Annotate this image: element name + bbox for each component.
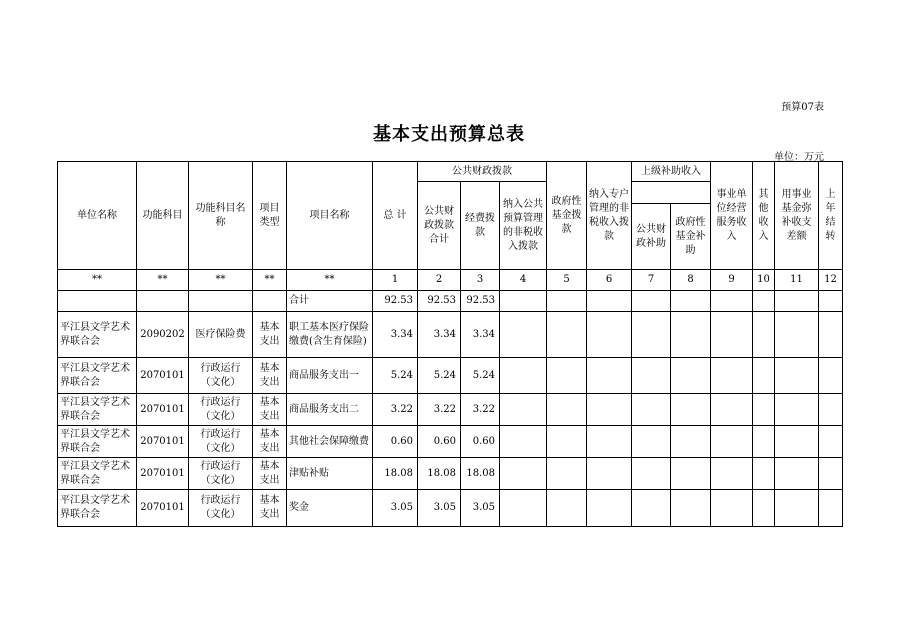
func-code-cell: 2090202 — [137, 312, 189, 358]
empty-cell — [587, 458, 632, 490]
empty-cell — [632, 426, 671, 458]
total-cell: 18.08 — [373, 458, 418, 490]
header-total: 总 计 — [373, 162, 418, 270]
empty-cell — [587, 312, 632, 358]
empty-cell — [819, 458, 843, 490]
empty-cell — [587, 490, 632, 527]
total-cell: 3.34 — [373, 312, 418, 358]
index-cell: 11 — [775, 270, 819, 291]
subtotal-cell: 5.24 — [418, 358, 461, 394]
empty-cell — [587, 426, 632, 458]
header-fund-balance: 用事业基金弥补收支差额 — [775, 162, 819, 270]
total-value: 92.53 — [373, 291, 418, 312]
index-cell: ** — [58, 270, 137, 291]
empty-cell — [753, 458, 775, 490]
expense-cell: 0.60 — [461, 426, 500, 458]
empty-cell — [775, 458, 819, 490]
header-public-fiscal-subtotal: 公共财政拨款合计 — [418, 182, 461, 270]
func-code-cell: 2070101 — [137, 490, 189, 527]
header-unit-name: 单位名称 — [58, 162, 137, 270]
empty-cell — [632, 458, 671, 490]
index-cell: 5 — [547, 270, 587, 291]
total-cell: 3.05 — [373, 490, 418, 527]
empty-cell — [711, 394, 753, 426]
func-name-cell: 行政运行（文化） — [189, 394, 253, 426]
budget-table — [57, 161, 843, 527]
header-public-fiscal-subsidy: 公共财政补助 — [632, 204, 671, 270]
func-name-cell: 行政运行（文化） — [189, 490, 253, 527]
item-type-cell: 基本支出 — [253, 490, 287, 527]
func-name-cell: 行政运行（文化） — [189, 358, 253, 394]
empty-cell — [632, 312, 671, 358]
table-row — [58, 394, 843, 426]
subtotal-cell: 3.05 — [418, 490, 461, 527]
index-cell: 8 — [671, 270, 711, 291]
index-cell: 6 — [587, 270, 632, 291]
index-cell: 2 — [418, 270, 461, 291]
index-cell: ** — [189, 270, 253, 291]
index-cell: 7 — [632, 270, 671, 291]
func-name-cell: 行政运行（文化） — [189, 426, 253, 458]
header-item-name: 项目名称 — [287, 162, 373, 270]
empty-cell — [547, 426, 587, 458]
empty-cell — [500, 426, 547, 458]
unit-name-cell: 平江县文学艺术界联合会 — [58, 490, 137, 527]
empty-cell — [711, 426, 753, 458]
subtotal-cell: 18.08 — [418, 458, 461, 490]
header-func-name: 功能科目名称 — [189, 162, 253, 270]
empty-cell — [500, 394, 547, 426]
item-name-cell: 商品服务支出一 — [287, 358, 373, 394]
empty-cell — [500, 458, 547, 490]
empty-cell — [671, 358, 711, 394]
index-cell: 1 — [373, 270, 418, 291]
item-type-cell: 基本支出 — [253, 458, 287, 490]
empty-cell — [671, 490, 711, 527]
item-name-cell: 津贴补贴 — [287, 458, 373, 490]
header-nontax-special: 纳入专户管理的非税收入拨款 — [587, 162, 632, 270]
empty-cell — [819, 358, 843, 394]
index-cell: 9 — [711, 270, 753, 291]
empty-cell — [671, 394, 711, 426]
empty-cell — [819, 394, 843, 426]
empty-cell — [775, 490, 819, 527]
table-row — [58, 426, 843, 458]
empty-cell — [547, 394, 587, 426]
empty-cell — [775, 426, 819, 458]
item-name-cell: 职工基本医疗保险缴费(含生育保险) — [287, 312, 373, 358]
unit-name-cell: 平江县文学艺术界联合会 — [58, 312, 137, 358]
empty-cell — [632, 490, 671, 527]
expense-cell: 3.22 — [461, 394, 500, 426]
header-carryover: 上年结转 — [819, 162, 843, 270]
total-cell: 0.60 — [373, 426, 418, 458]
expense-cell: 3.05 — [461, 490, 500, 527]
index-cell: 3 — [461, 270, 500, 291]
index-row — [58, 270, 843, 291]
table-row — [58, 490, 843, 527]
empty-cell — [547, 358, 587, 394]
empty-cell — [632, 394, 671, 426]
empty-cell — [500, 312, 547, 358]
empty-cell — [587, 358, 632, 394]
header-business-income: 事业单位经营服务收入 — [711, 162, 753, 270]
empty-cell — [775, 312, 819, 358]
header-gov-fund: 政府性基金拨款 — [547, 162, 587, 270]
item-type-cell: 基本支出 — [253, 312, 287, 358]
empty-cell — [775, 358, 819, 394]
subtotal-cell: 3.22 — [418, 394, 461, 426]
header-func-code: 功能科目 — [137, 162, 189, 270]
header-expense-allocation: 经费拨款 — [461, 182, 500, 270]
empty-cell — [753, 358, 775, 394]
empty-cell — [671, 458, 711, 490]
table-row — [58, 312, 843, 358]
empty-cell — [547, 490, 587, 527]
subtotal-cell: 0.60 — [418, 426, 461, 458]
unit-name-cell: 平江县文学艺术界联合会 — [58, 358, 137, 394]
empty-cell — [711, 490, 753, 527]
item-name-cell: 其他社会保障缴费 — [287, 426, 373, 458]
index-cell: ** — [253, 270, 287, 291]
func-code-cell: 2070101 — [137, 426, 189, 458]
empty-cell — [547, 458, 587, 490]
header-other-income: 其他收入 — [753, 162, 775, 270]
empty-cell — [711, 458, 753, 490]
index-cell: 10 — [753, 270, 775, 291]
item-type-cell: 基本支出 — [253, 358, 287, 394]
empty-cell — [753, 426, 775, 458]
expense-cell: 18.08 — [461, 458, 500, 490]
empty-cell — [632, 358, 671, 394]
item-name-cell: 奖金 — [287, 490, 373, 527]
empty-cell — [753, 394, 775, 426]
header-public-fiscal: 公共财政拨款 — [418, 162, 547, 182]
header-nontax-in-budget: 纳入公共预算管理的非税收入拨款 — [500, 182, 547, 270]
empty-cell — [500, 490, 547, 527]
table-row — [58, 358, 843, 394]
index-cell: 12 — [819, 270, 843, 291]
index-cell: ** — [137, 270, 189, 291]
total-cell: 3.22 — [373, 394, 418, 426]
empty-cell — [711, 358, 753, 394]
unit-name-cell: 平江县文学艺术界联合会 — [58, 426, 137, 458]
empty-cell — [547, 312, 587, 358]
empty-cell — [587, 394, 632, 426]
empty-cell — [819, 426, 843, 458]
empty-cell — [753, 490, 775, 527]
expense-cell: 3.34 — [461, 312, 500, 358]
total-subtotal: 92.53 — [418, 291, 461, 312]
item-type-cell: 基本支出 — [253, 394, 287, 426]
empty-cell — [775, 394, 819, 426]
empty-cell — [500, 358, 547, 394]
func-name-cell: 医疗保险费 — [189, 312, 253, 358]
total-row — [58, 291, 843, 312]
empty-cell — [753, 312, 775, 358]
item-name-cell: 商品服务支出二 — [287, 394, 373, 426]
item-type-cell: 基本支出 — [253, 426, 287, 458]
func-code-cell: 2070101 — [137, 394, 189, 426]
empty-cell — [711, 312, 753, 358]
func-code-cell: 2070101 — [137, 358, 189, 394]
unit-label: 单位：万元 — [774, 152, 824, 163]
total-expense: 92.53 — [461, 291, 500, 312]
unit-name-cell: 平江县文学艺术界联合会 — [58, 458, 137, 490]
index-cell: 4 — [500, 270, 547, 291]
header-superior-subsidy: 上级补助收入 — [632, 162, 711, 182]
empty-cell — [671, 426, 711, 458]
page-title: 基本支出预算总表 — [373, 124, 525, 145]
empty-cell — [819, 490, 843, 527]
total-cell: 5.24 — [373, 358, 418, 394]
index-cell: ** — [287, 270, 373, 291]
empty-cell — [671, 312, 711, 358]
func-code-cell: 2070101 — [137, 458, 189, 490]
unit-name-cell: 平江县文学艺术界联合会 — [58, 394, 137, 426]
header-gov-fund-subsidy: 政府性基金补助 — [671, 204, 711, 270]
subtotal-cell: 3.34 — [418, 312, 461, 358]
table-row — [58, 458, 843, 490]
total-label: 合计 — [287, 291, 373, 312]
expense-cell: 5.24 — [461, 358, 500, 394]
empty-cell — [819, 312, 843, 358]
header-item-type: 项目类型 — [253, 162, 287, 270]
func-name-cell: 行政运行（文化） — [189, 458, 253, 490]
report-code: 预算07表 — [781, 102, 824, 113]
